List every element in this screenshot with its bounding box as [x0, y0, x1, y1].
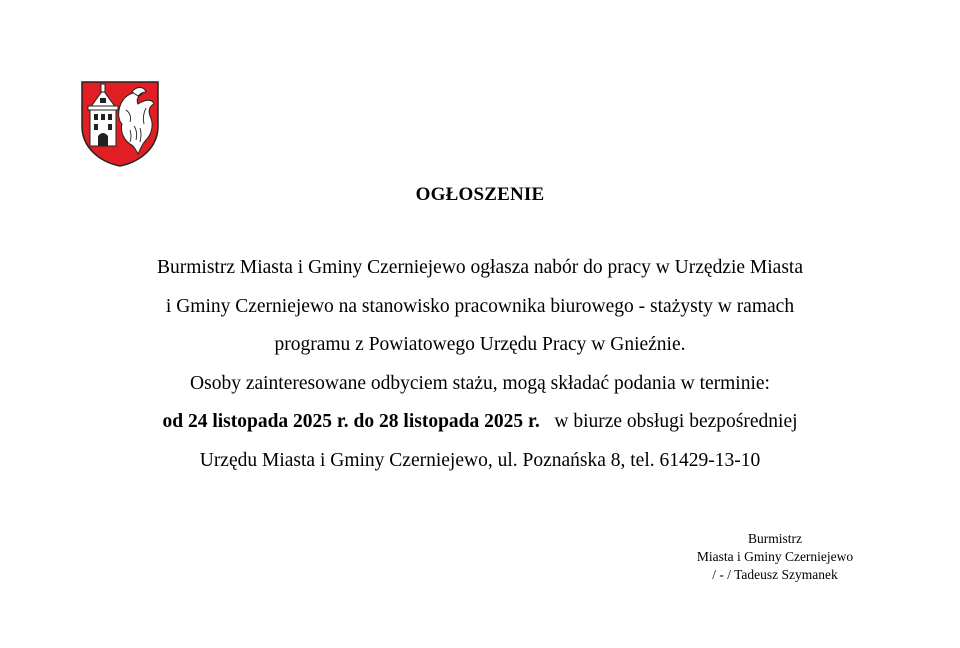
body-line-1: Burmistrz Miasta i Gminy Czerniejewo ogłasza nabór do pracy w Urzędzie Miasta [156, 257, 803, 278]
body-line-3: programu z Powiatowego Urzędu Pracy w Gnieźnie. [274, 334, 686, 355]
signature-block [640, 530, 910, 584]
coat-of-arms-icon [80, 80, 160, 168]
signature-role: Burmistrz [748, 531, 802, 546]
announcement-body [0, 256, 960, 487]
application-office: w biurze obsługi bezpośredniej [554, 411, 798, 432]
body-line-2: i Gminy Czerniejewo na stanowisko pracownika biurowego - stażysty w ramach [165, 295, 795, 317]
body-line-5 [0, 410, 960, 449]
application-dates: od 24 listopada 2025 r. do 28 listopada 2025 r. [162, 411, 540, 432]
signature-name: / - / Tadeusz Szymanek [712, 567, 838, 582]
signature-office: Miasta i Gminy Czerniejewo [696, 549, 854, 564]
body-line-4: Osoby zainteresowane odbyciem stażu, mogą składać podania w terminie: [190, 372, 770, 394]
body-line-6: Urzędu Miasta i Gminy Czerniejewo, ul. Poznańska 8, tel. 61429-13-10 [199, 449, 761, 471]
announcement-title: OGŁOSZENIE [415, 184, 545, 205]
